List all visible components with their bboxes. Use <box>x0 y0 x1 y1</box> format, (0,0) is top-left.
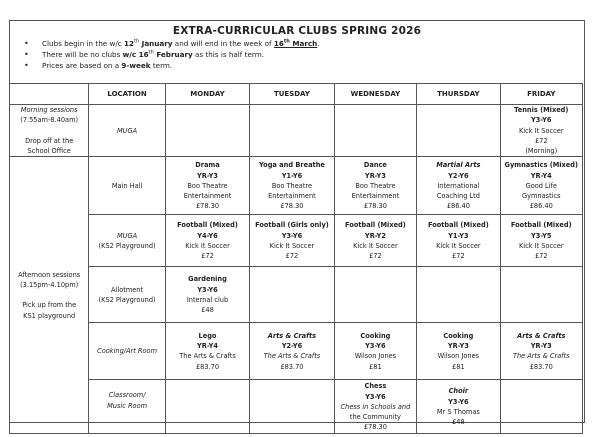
header-thursday: THURSDAY <box>417 84 500 105</box>
table-row-muga <box>10 215 583 267</box>
table-row-cooking <box>10 323 583 380</box>
empty-cell <box>500 380 582 434</box>
club-cell-football-fri: Football (Mixed) Y3-Y5 Kick It Soccer £72 <box>500 215 582 267</box>
club-cell-gymnastics: Gymnastics (Mixed) YR-Y4 Good Life Gymnastics £86.40 <box>500 157 582 215</box>
location-cell: Classroom/ Music Room <box>89 380 165 434</box>
page-title: EXTRA-CURRICULAR CLUBS SPRING 2026 <box>172 25 422 37</box>
location-cell: MUGA (KS2 Playground) <box>89 215 165 267</box>
table-row-allotment <box>10 267 583 323</box>
empty-cell <box>250 380 334 434</box>
empty-cell <box>417 267 500 323</box>
note-half-term: • There will be no clubs w/c 16th February as this is half term. <box>24 49 320 60</box>
location-cell: Allotment (KS2 Playground) <box>89 267 165 323</box>
note-pricing: • Prices are based on a 9-week term. <box>24 60 320 71</box>
club-cell-yoga: Yoga and Breathe Y1-Y6 Boo Theatre Entertainment £78.30 <box>250 157 334 215</box>
header-friday: FRIDAY <box>500 84 582 105</box>
club-cell-football-thu: Football (Mixed) Y1-Y3 Kick It Soccer £72 <box>417 215 500 267</box>
location-cell: MUGA <box>89 105 165 157</box>
table-row-morning <box>10 105 583 157</box>
table-row-main-hall <box>10 157 583 215</box>
header-monday: MONDAY <box>165 84 249 105</box>
club-cell-football-tue: Football (Girls only) Y3-Y6 Kick It Soccer £72 <box>250 215 334 267</box>
club-cell-football-wed: Football (Mixed) YR-Y2 Kick It Soccer £72 <box>334 215 417 267</box>
club-cell-cooking-thu: Cooking YR-Y3 Wilson Jones £81 <box>417 323 500 380</box>
club-cell-choir: Choir Y3-Y6 Mr S Thomas £48 <box>417 380 500 434</box>
header-tuesday: TUESDAY <box>250 84 334 105</box>
club-cell-lego: Lego YR-Y4 The Arts & Crafts £83.70 <box>165 323 249 380</box>
empty-cell <box>165 380 249 434</box>
club-cell-arts-crafts-fri: Arts & Crafts YR-Y3 The Arts & Crafts £83.70 <box>500 323 582 380</box>
empty-cell <box>334 105 417 157</box>
table-row-classroom <box>10 380 583 434</box>
club-cell-football-mon: Football (Mixed) Y4-Y6 Kick It Soccer £72 <box>165 215 249 267</box>
club-cell-chess: Chess Y3-Y6 Chess in Schools and the Community £78.30 <box>334 380 417 434</box>
club-cell-dance: Dance YR-Y3 Boo Theatre Entertainment £78.30 <box>334 157 417 215</box>
note-dates: • Clubs begin in the w/c 12th January and will end in the week of 16th March. <box>24 38 320 49</box>
header-wednesday: WEDNESDAY <box>334 84 417 105</box>
location-cell: Main Hall <box>89 157 165 215</box>
header-location: LOCATION <box>89 84 165 105</box>
club-cell-cooking-wed: Cooking Y3-Y6 Wilson Jones £81 <box>334 323 417 380</box>
club-cell-gardening: Gardening Y3-Y6 Internal club £48 <box>165 267 249 323</box>
empty-cell <box>417 105 500 157</box>
club-cell-arts-crafts-tue: Arts & Crafts Y2-Y6 The Arts & Crafts £83.70 <box>250 323 334 380</box>
header-blank <box>10 84 89 105</box>
notes-list <box>24 38 320 71</box>
clubs-table <box>9 83 583 434</box>
clubs-sheet <box>9 20 585 432</box>
club-cell-tennis: Tennis (Mixed) Y3-Y6 Kick It Soccer £72 (Morning) <box>500 105 582 157</box>
empty-cell <box>500 267 582 323</box>
afternoon-session-label: Afternoon sessions (3.15pm-4.10pm) Pick up from the KS1 playground <box>10 157 89 434</box>
empty-cell <box>334 267 417 323</box>
club-cell-drama: Drama YR-Y3 Boo Theatre Entertainment £78.30 <box>165 157 249 215</box>
empty-cell <box>165 105 249 157</box>
club-cell-martial-arts: Martial Arts Y2-Y6 International Coaching Ltd £86.40 <box>417 157 500 215</box>
empty-cell <box>250 105 334 157</box>
empty-cell <box>250 267 334 323</box>
morning-session-label: Morning sessions (7.55am-8.40am) Drop off at the School Office <box>10 105 89 157</box>
location-cell: Cooking/Art Room <box>89 323 165 380</box>
header-row <box>10 84 583 105</box>
